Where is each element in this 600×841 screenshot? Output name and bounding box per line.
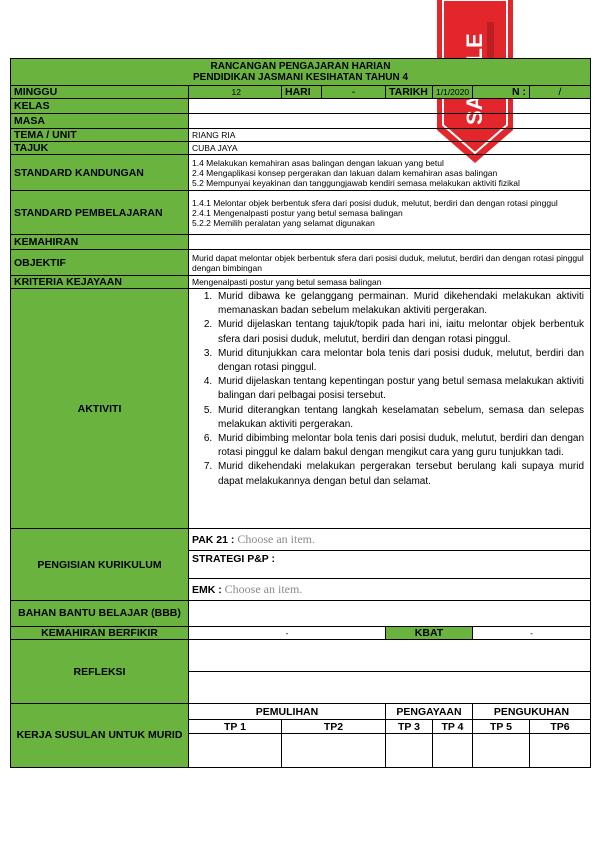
kemahiran-berfikir-label: KEMAHIRAN BERFIKIR	[11, 627, 189, 640]
refleksi-label: REFLEKSI	[11, 640, 189, 704]
kelas-value	[189, 99, 591, 114]
aktiviti-item: 1. Murid dibawa ke gelanggang permainan. Murid dikehendaki melakukan aktiviti memanaskan badan sebelum melakukan aktiviti pergerakan.	[215, 290, 584, 318]
kriteria-value: Mengenalpasti postur yang betul semasa balingan	[189, 276, 591, 289]
tema-value: RIANG RIA	[189, 129, 591, 142]
tp3-cell	[386, 734, 433, 768]
tajuk-label: TAJUK	[11, 142, 189, 155]
aktiviti-item: 7. Murid dikehendaki melakukan pergerakan tersebut berulang kali supaya murid dapat melakukannya dengan betul dan selamat.	[215, 460, 584, 488]
tp6-cell	[530, 734, 591, 768]
aktiviti-list	[189, 289, 591, 529]
sp-item: 5.2.2 Memilih peralatan yang selamat digunakan	[192, 217, 375, 228]
rph-sheet	[10, 58, 590, 768]
kemahiran-value	[189, 235, 591, 250]
hari-label: HARI	[282, 86, 322, 99]
tp4-header: TP 4	[433, 720, 473, 734]
kerja-susulan-label: KERJA SUSULAN UNTUK MURID	[11, 704, 189, 768]
kbat-label: KBAT	[386, 627, 473, 640]
pak-label: PAK 21 :	[192, 534, 235, 546]
objektif-label: OBJEKTIF	[11, 250, 189, 276]
sk-item: 1.4 Melakukan kemahiran asas balingan dengan lakuan yang betul	[192, 157, 444, 168]
emk-row	[189, 579, 591, 601]
kbat-value: -	[473, 627, 591, 640]
pengisian-label: PENGISIAN KURIKULUM	[11, 529, 189, 601]
tp5-header: TP 5	[473, 720, 530, 734]
emk-label: EMK :	[192, 584, 222, 596]
tp5-cell	[473, 734, 530, 768]
tp2-cell	[282, 734, 386, 768]
kemahiran-berfikir-value: -	[189, 627, 386, 640]
masa-value	[189, 114, 591, 129]
strategi-label: STRATEGI P&P :	[189, 551, 591, 579]
hari-value: -	[322, 86, 386, 99]
aktiviti-item: 4. Murid dijelaskan tentang kepentingan postur yang betul semasa melakukan aktiviti balingan dari pelbagai posisi tersebut.	[215, 375, 584, 403]
sp-item: 2.4.1 Mengenalpasti postur yang betul semasa balingan	[192, 207, 403, 218]
tajuk-value: CUBA JAYA	[189, 142, 591, 155]
refleksi-line-1	[189, 640, 591, 672]
sp-value	[189, 191, 591, 235]
aktiviti-label: AKTIVITI	[11, 289, 189, 529]
kriteria-label: KRITERIA KEJAYAAN	[11, 276, 189, 289]
sp-item: 1.4.1 Melontar objek berbentuk sfera dari posisi duduk, melutut, berdiri dan dengan rotasi pinggul	[192, 197, 558, 208]
aktiviti-item: 2. Murid dijelaskan tentang tajuk/topik pada hari ini, iaitu melontar objek berbentuk sfera dari posisi duduk, melutut, berdiri dan dengan rotasi pinggul.	[215, 318, 584, 346]
tema-label: TEMA / UNIT	[11, 129, 189, 142]
kemahiran-label: KEMAHIRAN	[11, 235, 189, 250]
pak-row	[189, 529, 591, 551]
pak-dropdown[interactable]: Choose an item.	[237, 532, 315, 546]
minggu-label: MINGGU	[11, 86, 189, 99]
emk-dropdown[interactable]: Choose an item.	[224, 582, 303, 596]
minggu-value: 12	[189, 86, 282, 99]
sk-value	[189, 155, 591, 191]
title-line-1: RANCANGAN PENGAJARAN HARIAN	[210, 61, 391, 72]
masa-short-label: N :	[473, 86, 530, 99]
tarikh-label: TARIKH	[386, 86, 433, 99]
pemulihan-header: PEMULIHAN	[189, 704, 386, 720]
kelas-label: KELAS	[11, 99, 189, 114]
tp1-header: TP 1	[189, 720, 282, 734]
tp4-cell	[433, 734, 473, 768]
aktiviti-item: 6. Murid dibimbing melontar bola tenis dari posisi duduk, melutut, berdiri dan dengan rotasi pinggul ke dalam bakul dengan mengikut cara yang guru tunjukkan tadi.	[215, 432, 584, 460]
tarikh-value: 1/1/2020	[433, 86, 473, 99]
tp3-header: TP 3	[386, 720, 433, 734]
rph-table	[10, 58, 591, 768]
pengukuhan-header: PENGUKUHAN	[473, 704, 591, 720]
bbb-label: BAHAN BANTU BELAJAR (BBB)	[11, 601, 189, 627]
bbb-value	[189, 601, 591, 627]
masa-short-value: /	[530, 86, 591, 99]
sk-item: 5.2 Mempunyai keyakinan dan tanggungjawab kendiri semasa melakukan aktiviti fizikal	[192, 177, 520, 188]
sk-item: 2.4 Mengaplikasi konsep pergerakan dan lakuan dalam kemahiran asas balingan	[192, 167, 498, 178]
sp-label: STANDARD PEMBELAJARAN	[11, 191, 189, 235]
aktiviti-item: 5. Murid diterangkan tentang langkah keselamatan sebelum, semasa dan selepas melakukan aktiviti pergerakan.	[215, 404, 584, 432]
sk-label: STANDARD KANDUNGAN	[11, 155, 189, 191]
page-title	[11, 59, 591, 86]
masa-label: MASA	[11, 114, 189, 129]
aktiviti-item: 3. Murid ditunjukkan cara melontar bola tenis dari posisi duduk, melutut, berdiri dan dengan rotasi pinggul.	[215, 347, 584, 375]
refleksi-line-2	[189, 672, 591, 704]
objektif-value: Murid dapat melontar objek berbentuk sfera dari posisi duduk, melutut, berdiri dan dengan rotasi pinggul dengan bimbingan	[189, 250, 591, 276]
tp6-header: TP6	[530, 720, 591, 734]
pengayaan-header: PENGAYAAN	[386, 704, 473, 720]
tp2-header: TP2	[282, 720, 386, 734]
tp1-cell	[189, 734, 282, 768]
title-line-2: PENDIDIKAN JASMANI KESIHATAN TAHUN 4	[193, 72, 409, 83]
